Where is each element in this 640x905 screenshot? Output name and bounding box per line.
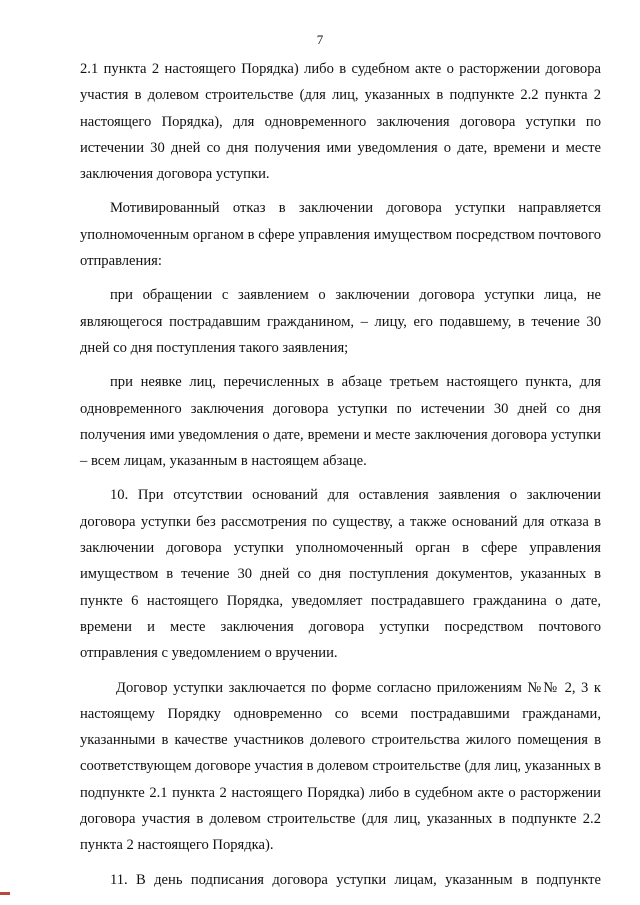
paragraph-item-11: 11. В день подписания договора уступки лицам, указанным в подпункте <box>110 871 601 888</box>
paragraph-contract-form: Договор уступки заключается по форме согласно приложениям №№ 2, 3 к настоящему Порядку одновременно со всеми пострадавшими гражданами, указанными в качестве участников долевого строительства жилого помещения в соответствующем договоре участия в долевом строительстве (для лиц, указанных в подпункте 2.1 пункта 2 настоящего Порядка) либо в судебном акте о расторжении договора участия в долевом строительстве (для лиц, указанных в подпункте 2.2 пункта 2 настоящего Порядка). <box>80 679 601 854</box>
paragraph-refusal: Мотивированный отказ в заключении договора уступки направляется уполномоченным органом в сфере управления имуществом посредством почтового отправления: <box>80 200 601 270</box>
paragraph-refusal-case-no-show: при неявке лиц, перечисленных в абзаце третьем настоящего пункта, для одновременного заключения договора уступки по истечении 30 дней со дня получения ими уведомления о дате, времени и месте заключения договора уступки – всем лицам, указанным в настоящем абзаце. <box>80 374 601 470</box>
paragraph-refusal-case-application: при обращении с заявлением о заключении договора уступки лица, не являющегося пострадавшим гражданином, – лицу, его подавшему, в течение 30 дней со дня поступления такого заявления; <box>80 287 601 356</box>
page-body-text <box>80 56 601 893</box>
page-number: 7 <box>316 32 324 47</box>
scan-edge-mark <box>0 892 10 895</box>
paragraph-continuation: 2.1 пункта 2 настоящего Порядка) либо в судебном акте о расторжении договора участия в долевом строительстве (для лиц, указанных в подпункте 2.2 пункта 2 настоящего Порядка), для одновременного заключения договора уступки по истечении 30 дней со дня получения ими уведомления о дате, времени и месте заключения договора уступки. <box>80 61 601 183</box>
paragraph-item-10: 10. При отсутствии оснований для оставления заявления о заключении договора уступки без рассмотрения по существу, а также оснований для отказа в заключении договора уступки уполномоченный орган в сфере управления имуществом в течение 30 дней со дня поступления документов, указанных в пункте 6 настоящего Порядка, уведомляет пострадавшего гражданина о дате, времени и месте заключения договора уступки посредством почтового отправления с уведомлением о вручении. <box>80 487 601 662</box>
